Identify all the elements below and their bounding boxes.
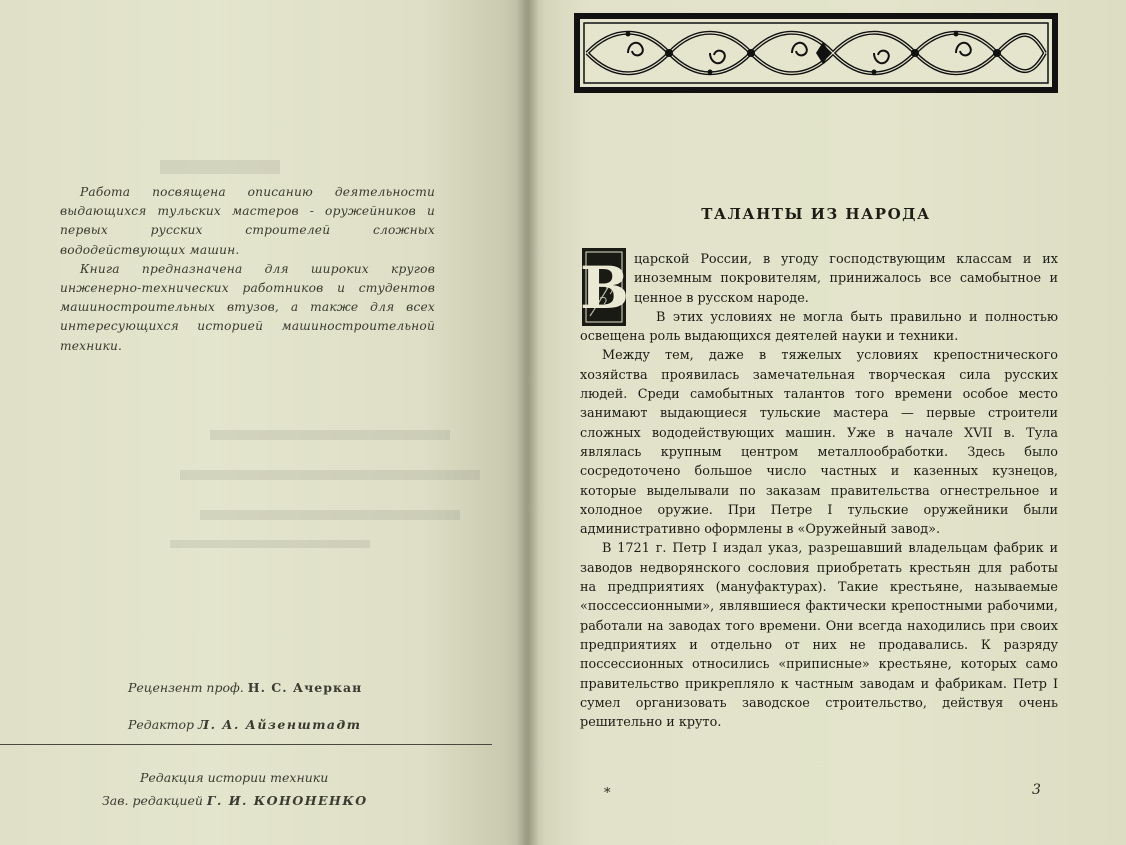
chapter-title: ТАЛАНТЫ ИЗ НАРОДА <box>701 205 931 223</box>
head-editor-label: Зав. редакцией <box>102 793 203 808</box>
credits-divider <box>0 744 492 745</box>
book-abstract <box>60 183 435 356</box>
editor-name: Л. А. Айзенштадт <box>198 717 362 732</box>
head-editor-name: Г. И. КОНОНЕНКО <box>206 793 368 808</box>
body-paragraph-2: В этих условиях не могла быть правильно и полностью освещена роль выдающихся деятелей науки и техники. <box>580 309 1058 345</box>
drop-cap-letter: В <box>580 254 630 322</box>
reviewer-credit <box>128 680 362 695</box>
editor-label: Редактор <box>128 717 195 732</box>
abstract-paragraph-1: Работа посвящена описанию деятельности выдающихся тульских мастеров - оружейников и первых русских строителей сложных вододействующих машин. <box>60 185 435 257</box>
signature-mark: * <box>604 786 611 801</box>
edition-credit: Редакция истории техники <box>140 770 329 785</box>
body-paragraph-3: Между тем, даже в тяжелых условиях крепостнического хозяйства проявилась замечательная творческая сила русских людей. Среди самобытных талантов того времени особое место занимают выдающиеся тульские мастера — первые строители сложных вододействующих машин. Уже в начале XVII в. Тула являлась крупным центром металлообработки. Здесь было сосредоточено большое число частных и казенных кузнецов, которые выделывали по заказам правительства огнестрельное и холодное оружие. При Петре I тульские оружейники были административно оформлены в «Оружейный завод». <box>580 348 1058 538</box>
reviewer-label: Рецензент проф. <box>128 680 244 695</box>
chapter-body <box>580 250 1058 732</box>
head-editor-credit <box>102 793 368 808</box>
page-number: 3 <box>1032 782 1041 798</box>
editor-credit <box>128 717 361 732</box>
left-page <box>0 0 527 845</box>
ornamental-header-band-icon <box>573 12 1059 94</box>
drop-cap-space <box>580 250 634 326</box>
body-paragraph-4: В 1721 г. Петр I издал указ, разрешавший владельцам фабрик и заводов недворянского сословия приобретать крестьян для работы на предприятиях (мануфактурах). Такие крестьяне, называемые «поссессионными», являвшиеся фактически крепостными рабочими, работали на заводах того времени. Они всегда находились при своих предприятиях и отдельно от них не продавались. К разряду поссессионных относились «приписные» крестьяне, которых само правительство прикрепляло к частным заводам и фабрикам. Петр I сумел организовать заводское строительство, действуя очень решительно и круто. <box>580 541 1058 731</box>
book-gutter <box>517 0 539 845</box>
body-paragraph-1: царской России, в угоду господствующим классам и их иноземным покровителям, принижалось все самобытное и ценное в русском народе. <box>634 252 1058 306</box>
reviewer-name: Н. С. Ачеркан <box>247 680 363 695</box>
abstract-paragraph-2: Книга предназначена для широких кругов инженерно-технических работников и студентов машиностроительных втузов, а также для всех интересующихся историей машиностроительной техники. <box>60 261 435 353</box>
